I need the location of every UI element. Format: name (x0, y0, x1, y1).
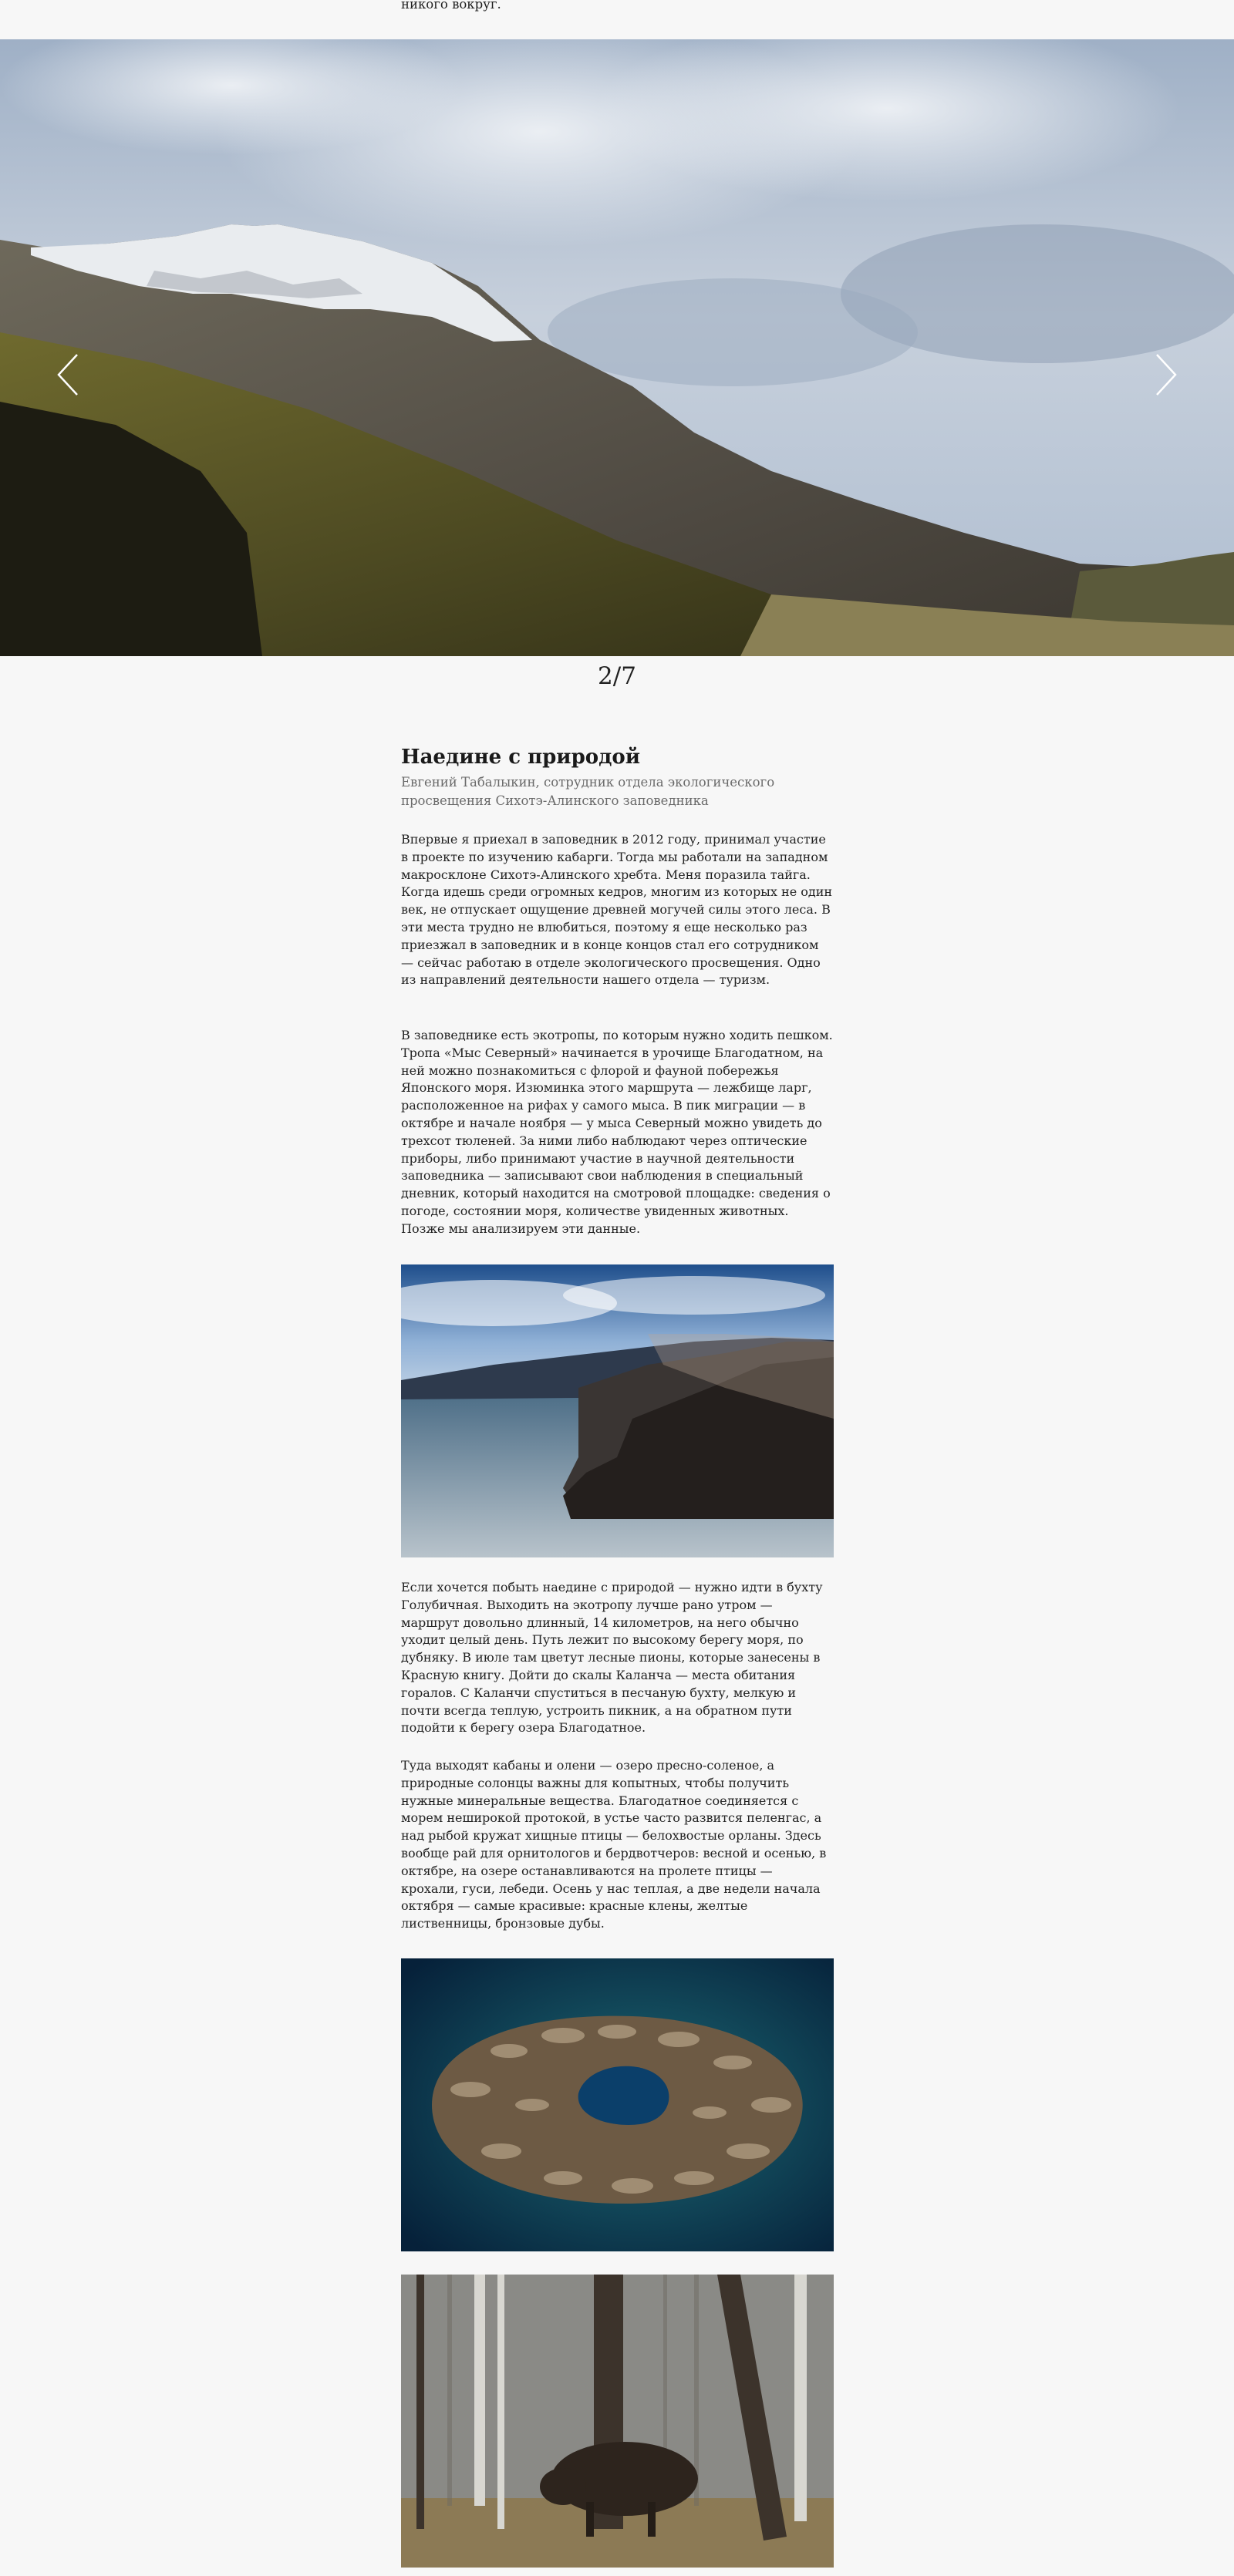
sea-cliffs-photo (401, 1264, 834, 1557)
chevron-left-icon[interactable] (54, 352, 85, 398)
paragraph: Если хочется побыть наедине с природой — нужно идти в бухту Голубичная. Выходить на экотропу лучше рано утром — маршрут довольно длинный, 14 километров, на него обычно уходит целый день. Путь лежит по высокому берегу моря, по дубняку. В июле там цветут лесные пионы, которые занесены в Красную книгу. Дойти до скалы Каланча — места обитания горалов. С Каланчи спуститься в песчаную бухту, мелкую и почти всегда теплую, устроить пикник, а на обратном пути подойти к берегу озера Благодатное. (401, 1580, 823, 1736)
previous-paragraph-tail: никого вокруг. (401, 0, 501, 12)
seals-on-rock-photo (401, 1958, 834, 2251)
chevron-right-icon[interactable] (1149, 352, 1180, 398)
article-byline: Евгений Табалыкин, сотрудник отдела экологического просвещения Сихотэ-Алинского заповедника (401, 775, 775, 808)
slide-counter: 2/7 (598, 662, 636, 690)
mountain-landscape-photo (0, 39, 1234, 656)
paragraph: В заповеднике есть экотропы, по которым нужно ходить пешком. Тропа «Мыс Северный» начинается в урочище Благодатном, на ней можно познакомиться с флорой и фауной побережья Японского моря. Изюминка этого маршрута — лежбище ларг, расположенное на рифах у самого мыса. В пик миграции — в октябре и начале ноября — у мыса Северный можно увидеть до трехсот тюленей. За ними либо наблюдают через оптические приборы, либо принимают участие в научной деятельности заповедника — записывают свои наблюдения в специальный дневник, который находится на смотровой площадке: сведения о погоде, состоянии моря, количестве увиденных животных. Позже мы анализируем эти данные. (401, 1028, 833, 1236)
article-section-title: Наедине с природой (401, 746, 641, 769)
photo-slider[interactable] (0, 39, 1234, 656)
wild-boar-photo (401, 2275, 834, 2568)
paragraph: Впервые я приехал в заповедник в 2012 году, принимал участие в проекте по изучению кабарги. Тогда мы работали на западном макросклоне Сихотэ-Алинского хребта. Меня поразила тайга. Когда идешь среди огромных кедров, многим из которых не один век, не отпускает ощущение древней могучей силы этого леса. В эти места трудно не влюбиться, поэтому я еще несколько раз приезжал в заповедник и в конце концов стал его сотрудником — сейчас работаю в отделе экологического просвещения. Одно из направлений деятельности нашего отдела — туризм. (401, 832, 833, 988)
paragraph: Туда выходят кабаны и олени — озеро пресно-соленое, а природные солонцы важны для копытных, чтобы получить нужные минеральные вещества. Благодатное соединяется с морем неширокой протокой, в устье часто развится пеленгас, а над рыбой кружат хищные птицы — белохвостые орланы. Здесь вообще рай для орнитологов и бердвотчеров: весной и осенью, в октябре, на озере останавливаются на пролете птицы — крохали, гуси, лебеди. Осень у нас теплая, а две недели начала октября — самые красивые: красные клены, желтые лиственницы, бронзовые дубы. (401, 1758, 827, 1931)
